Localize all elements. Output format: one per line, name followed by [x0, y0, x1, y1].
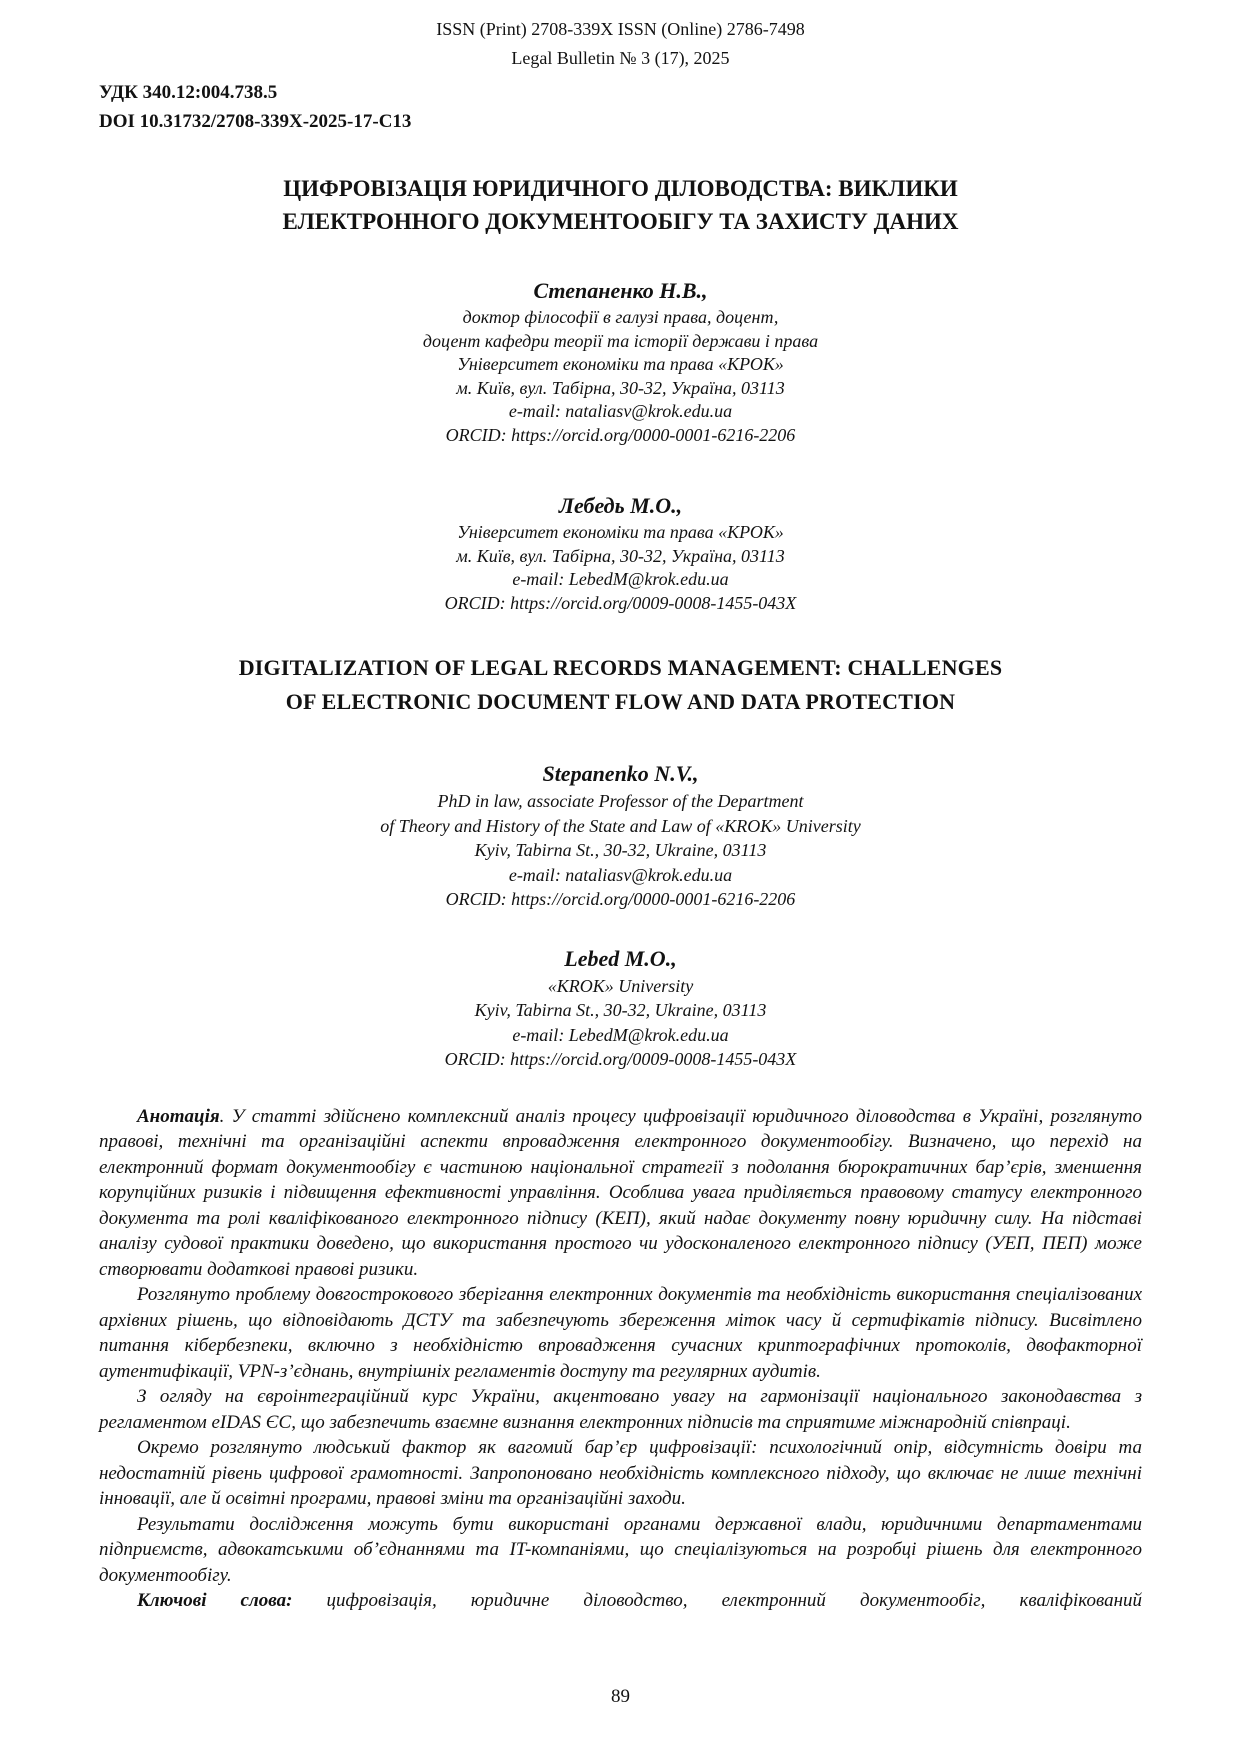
author-position-line: доцент кафедри теорії та історії держави і права — [422, 330, 819, 351]
author-block-uk-2 — [99, 491, 1142, 615]
author-email-line: e-mail: LebedM@krok.edu.ua — [512, 1024, 729, 1045]
author-affiliation-line: «KROK» University — [547, 975, 694, 996]
author-address-line: м. Київ, вул. Табірна, 30-32, Україна, 03113 — [456, 545, 785, 566]
udc-code: УДК 340.12:004.738.5 — [99, 82, 278, 103]
abstract-paragraph-3: З огляду на євроінтеграційний курс України, акцентовано увагу на гармонізації національного законодавства з регламентом eIDAS ЄС, що забезпечить взаємне визнання електронних підписів та сприятиме міжнародній співпраці. — [99, 1386, 1142, 1433]
author-orcid-line: ORCID: https://orcid.org/0009-0008-1455-043X — [444, 1049, 797, 1069]
issn-line: ISSN (Print) 2708-339X ISSN (Online) 2786-7498 — [436, 19, 805, 39]
author-address-line: Kyiv, Tabirna St., 30-32, Ukraine, 03113 — [474, 840, 767, 860]
article-title-en-line2: OF ELECTRONIC DOCUMENT FLOW AND DATA PROTECTION — [285, 689, 956, 714]
author-block-en-2 — [99, 944, 1142, 1072]
abstract-label: Анотація — [137, 1105, 220, 1127]
author-degree-line: PhD in law, associate Professor of the Department — [437, 791, 804, 811]
author-name-uk-2: Лебедь М.О., — [558, 493, 683, 518]
doi-code: DOI 10.31732/2708-339X-2025-17-C13 — [99, 111, 412, 132]
author-email-line: e-mail: nataliasv@krok.edu.ua — [508, 864, 733, 885]
abstract-paragraph-5: Результати дослідження можуть бути використані органами державної влади, юридичними департаментами підприємств, адвокатськими об’єднаннями та IT-компаніями, що спеціалізуються на розробці рішень для електронного документообігу. — [99, 1513, 1142, 1586]
article-title-uk — [99, 172, 1142, 238]
abstract-paragraph-2: Розглянуто проблему довгострокового зберігання електронних документів та необхідність використання спеціалізованих архівних рішень, що відповідають ДСТУ та забезпечують збереження міток часу й сертифікатів підпису. Висвітлено питання кібербезпеки, включно з необхідністю впровадження сучасних криптографічних протоколів, двофакторної аутентифікації, VPN-з’єднань, внутрішніх регламентів доступу та регулярних аудитів. — [99, 1284, 1142, 1382]
author-address-line: м. Київ, вул. Табірна, 30-32, Україна, 03113 — [456, 377, 785, 398]
author-orcid-line: ORCID: https://orcid.org/0009-0008-1455-043X — [444, 592, 797, 613]
author-affiliation-line: Університет економіки та права «КРОК» — [457, 354, 784, 374]
journal-title-line: Legal Bulletin № 3 (17), 2025 — [511, 48, 730, 68]
keywords-paragraph — [99, 1588, 1142, 1614]
abstract-paragraph-1 — [99, 1104, 1142, 1283]
article-title-uk-line1: ЦИФРОВІЗАЦІЯ ЮРИДИЧНОГО ДІЛОВОДСТВА: ВИКЛИКИ — [283, 176, 958, 201]
author-orcid-line: ORCID: https://orcid.org/0000-0001-6216-2206 — [445, 889, 796, 909]
article-title-en — [99, 651, 1142, 719]
author-block-uk-1 — [99, 276, 1142, 447]
author-name-en-2: Lebed M.O., — [564, 945, 677, 971]
author-email-line: e-mail: nataliasv@krok.edu.ua — [508, 401, 733, 421]
article-title-en-line1: DIGITALIZATION OF LEGAL RECORDS MANAGEMENT: CHALLENGES — [238, 655, 1003, 680]
keywords-text: цифровізація, юридичне діловодство, електронний документообіг, кваліфікований — [292, 1590, 1143, 1611]
author-email-line: e-mail: LebedM@krok.edu.ua — [512, 569, 729, 589]
abstract-paragraph-4: Окремо розглянуто людський фактор як вагомий бар’єр цифровізації: психологічний опір, відсутність довіри та недостатній рівень цифрової грамотності. Запропоновано необхідність комплексного підходу, що включає не лише технічні інновації, але й освітні програми, правові зміни та організаційні заходи. — [99, 1437, 1142, 1509]
author-block-en-1 — [99, 759, 1142, 912]
abstract-section — [99, 1104, 1142, 1614]
abstract-paragraph-1-text: . У статті здійснено комплексний аналіз процесу цифровізації юридичного діловодства в Україні, розглянуто правові, технічні та організаційні аспекти впровадження електронного документообігу. Визначено, що перехід на електронний формат документообігу є частиною національної стратегії з подолання бюрократичних бар’єрів, зменшення корупційних ризиків і підвищення ефективності управління. Особлива увага приділяється правовому статусу електронного документа та ролі кваліфікованого електронного підпису (КЕП), який надає документу повну юридичну силу. На підставі аналізу судової практики доведено, що використання простого чи удосконаленого електронного підпису (УЕП, ПЕП) може створювати додаткові правові ризики. — [99, 1105, 1142, 1280]
author-orcid-line: ORCID: https://orcid.org/0000-0001-6216-2206 — [445, 424, 796, 445]
author-address-line: Kyiv, Tabirna St., 30-32, Ukraine, 03113 — [474, 1000, 767, 1020]
author-position-line: of Theory and History of the State and Law of «KROK» University — [380, 815, 861, 836]
author-name-en-1: Stepanenko N.V., — [542, 761, 699, 786]
author-name-uk-1: Степаненко Н.В., — [533, 278, 708, 303]
keywords-label: Ключові слова: — [137, 1590, 293, 1611]
page-number: 89 — [611, 1686, 630, 1707]
author-degree-line: доктор філософії в галузі права, доцент, — [462, 307, 779, 327]
article-title-uk-line2: ЕЛЕКТРОННОГО ДОКУМЕНТООБІГУ ТА ЗАХИСТУ ДАНИХ — [282, 209, 959, 234]
author-affiliation-line: Університет економіки та права «КРОК» — [457, 522, 784, 542]
